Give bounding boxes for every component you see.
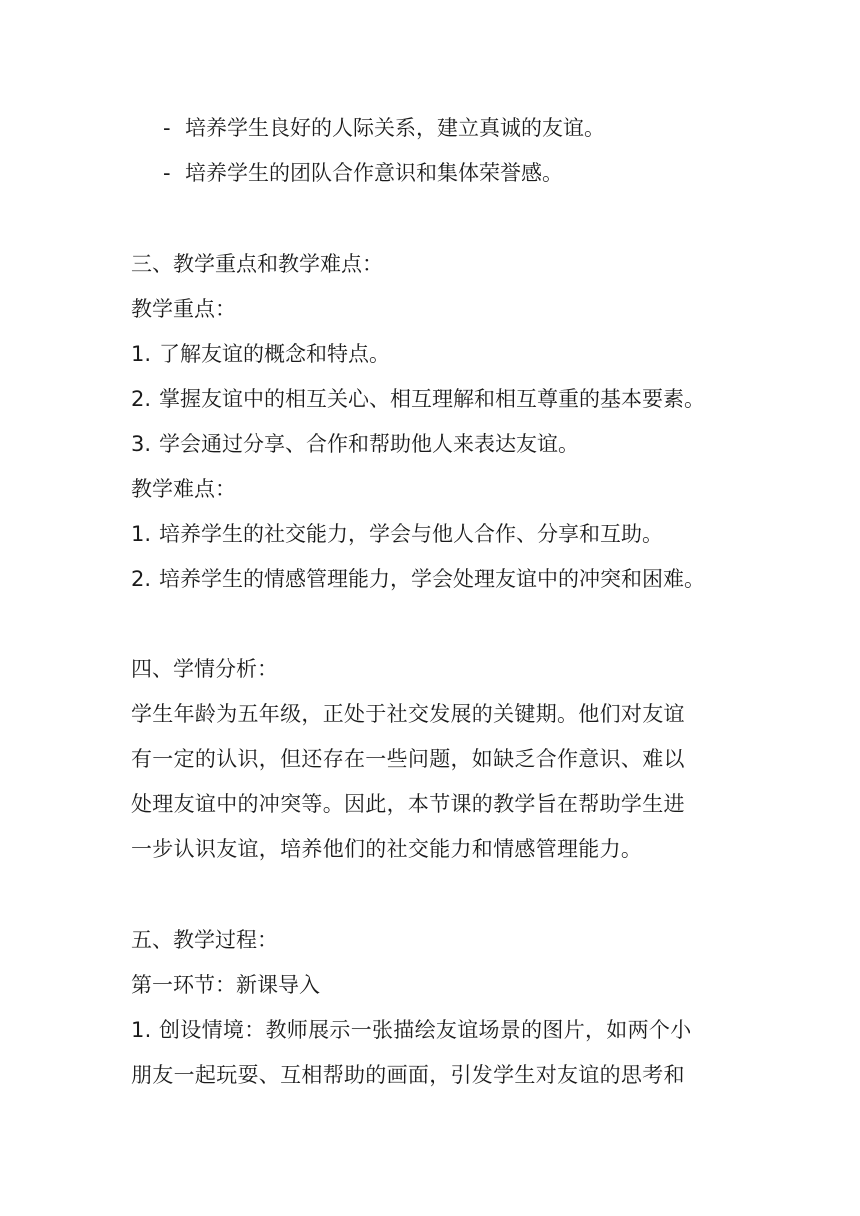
list-item-text: 培养学生良好的人际关系，建立真诚的友谊。 bbox=[185, 116, 605, 140]
list-item bbox=[131, 565, 705, 593]
list-item bbox=[163, 114, 605, 142]
paragraph-line: 学生年龄为五年级，正处于社交发展的关键期。他们对友谊 bbox=[131, 702, 685, 726]
dash-marker: - bbox=[163, 161, 171, 185]
list-item bbox=[131, 430, 579, 458]
subsection-heading: 第一环节：新课导入 bbox=[131, 973, 320, 997]
section-heading: 三、教学重点和教学难点： bbox=[131, 252, 383, 276]
list-item-text: 培养学生的社交能力，学会与他人合作、分享和互助。 bbox=[159, 522, 663, 546]
paragraph-line: 一步认识友谊，培养他们的社交能力和情感管理能力。 bbox=[131, 837, 643, 861]
dash-marker: - bbox=[163, 116, 171, 140]
list-item bbox=[131, 340, 390, 368]
list-item-text: 培养学生的情感管理能力，学会处理友谊中的冲突和困难。 bbox=[159, 567, 705, 591]
list-item bbox=[131, 520, 663, 548]
paragraph-line: 有一定的认识，但还存在一些问题，如缺乏合作意识、难以 bbox=[131, 747, 685, 771]
list-number: 2. bbox=[131, 567, 152, 591]
list-item-text: 了解友谊的概念和特点。 bbox=[159, 342, 390, 366]
key-points-label: 教学重点： bbox=[131, 297, 236, 321]
section-heading: 四、学情分析： bbox=[131, 657, 278, 681]
paragraph-line: 朋友一起玩耍、互相帮助的画面，引发学生对友谊的思考和 bbox=[131, 1063, 685, 1087]
list-number: 1. bbox=[131, 1018, 152, 1042]
list-number: 1. bbox=[131, 342, 152, 366]
list-number: 2. bbox=[131, 387, 152, 411]
section-heading: 五、教学过程： bbox=[131, 928, 278, 952]
difficulties-label: 教学难点： bbox=[131, 477, 236, 501]
list-item bbox=[131, 1016, 731, 1044]
list-item-text: 掌握友谊中的相互关心、相互理解和相互尊重的基本要素。 bbox=[159, 387, 705, 411]
list-item-text: 创设情境：教师展示一张描绘友谊场景的图片，如两个小 bbox=[159, 1018, 692, 1042]
list-item-text: 培养学生的团队合作意识和集体荣誉感。 bbox=[185, 161, 563, 185]
list-item-text: 学会通过分享、合作和帮助他人来表达友谊。 bbox=[159, 432, 579, 456]
list-number: 3. bbox=[131, 432, 152, 456]
paragraph-line: 处理友谊中的冲突等。因此，本节课的教学旨在帮助学生进 bbox=[131, 792, 685, 816]
list-item bbox=[163, 159, 563, 187]
list-item bbox=[131, 385, 705, 413]
list-number: 1. bbox=[131, 522, 152, 546]
